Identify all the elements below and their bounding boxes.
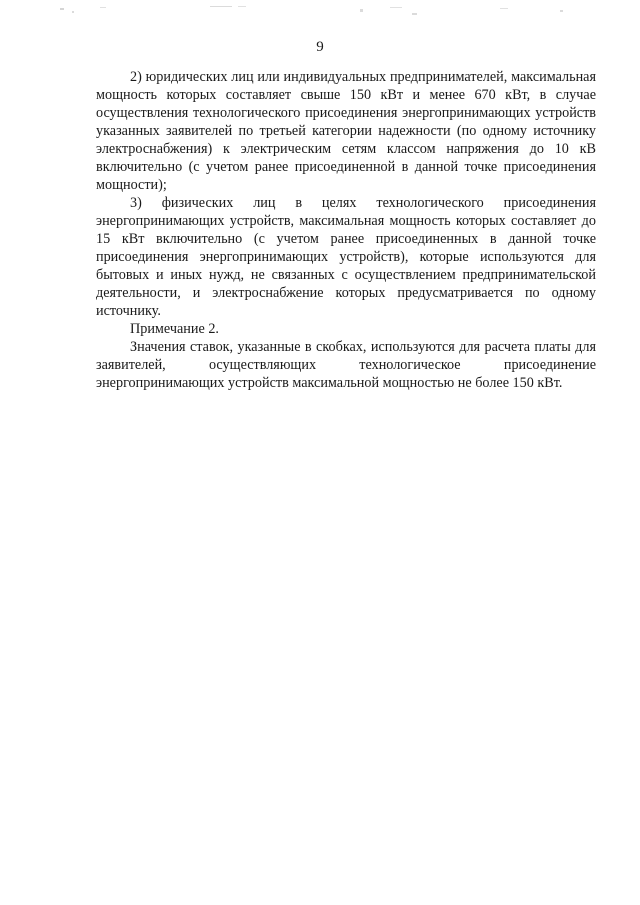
scan-artifact-strip [60,4,580,18]
document-body [96,68,596,392]
page-number: 9 [316,39,324,55]
paragraph-legal-entities: 2) юридических лиц или индивидуальных предпринимателей, максимальная мощность которых составляет свыше 150 кВт и менее 670 кВт, в случае осуществления технологического присоединения энергопринимающих устройств указанных заявителей по третьей категории надежности (по одному источнику электроснабжения) к электрическим сетям классом напряжения до 10 кВ включительно (с учетом ранее присоединенной в данной точке присоединения мощности); [96,69,596,193]
note-heading: Примечание 2. [130,321,219,337]
note-text: Значения ставок, указанные в скобках, используются для расчета платы для заявителей, осуществляющих технологическое присоединение энергопринимающих устройств максимальной мощностью не более 150 кВт. [96,339,596,391]
paragraph-individuals: 3) физических лиц в целях технологического присоединения энергопринимающих устройств, максимальная мощность которых составляет до 15 кВт включительно (с учетом ранее присоединенных в данной точке присоединения энергопринимающих устройств), которые используются для бытовых и иных нужд, не связанных с осуществлением предпринимательской деятельности, и электроснабжение которых предусматривается по одному источнику. [96,195,596,319]
